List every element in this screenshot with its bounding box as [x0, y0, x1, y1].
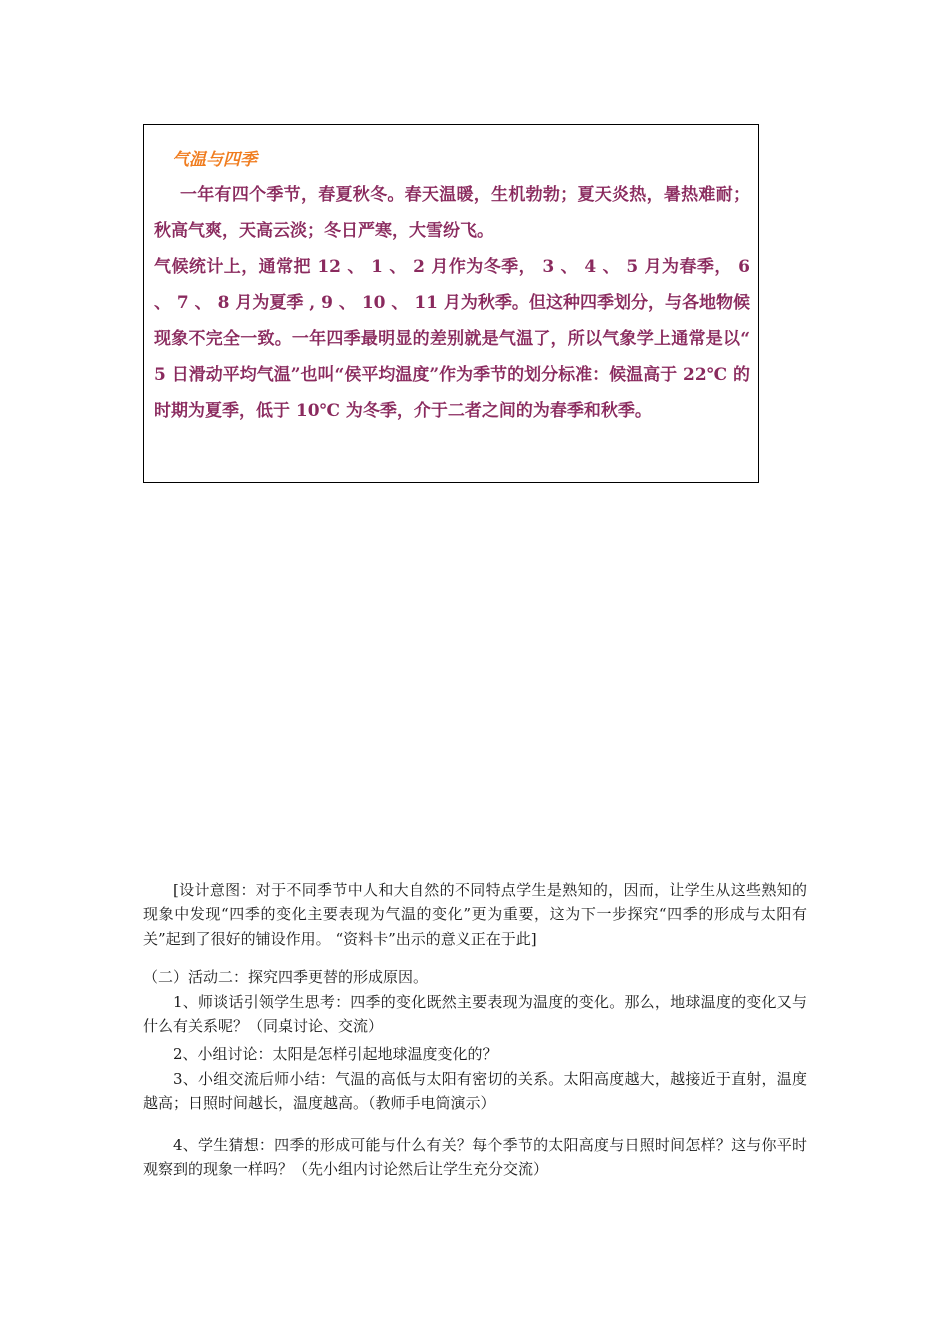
card-paragraph-climate-statistics: 气候统计上，通常把 12 、 1 、 2 月作为冬季， 3 、 4 、 5 月为春季， 6 、 7 、 8 月为夏季 , 9 、 10 、 11 月为秋季。但这种四季划分，与各地物候现象不完全一致。一年四季最明显的差别就是气温了，所以气象学上通常是以“ 5 日滑动平均气温”也叫“侯平均温度”作为季节的划分标准：候温高于 22℃ 的时期为夏季，低于 10℃ 为冬季，介于二者之间的为春季和秋季。	[154, 257, 750, 421]
activity-heading: （二）活动二：探究四季更替的形成原因。	[143, 968, 429, 986]
card-paragraph-seasons: 一年有四个季节，春夏秋冬。春天温暖，生机勃勃；夏天炎热，暑热难耐；秋高气爽，天高云淡；冬日严寒，大雪纷飞。	[154, 185, 750, 241]
design-intent-paragraph: [设计意图：对于不同季节中人和大自然的不同特点学生是熟知的，因而，让学生从这些熟知的现象中发现“四季的变化主要表现为气温的变化”更为重要，这为下一步探究“四季的形成与太阳有关”起到了很好的铺设作用。 “资料卡”出示的意义正在于此]	[143, 881, 807, 948]
step-3-paragraph: 3、小组交流后师小结：气温的高低与太阳有密切的关系。太阳高度越大，越接近于直射，温度越高；日照时间越长，温度越高。（教师手电筒演示）	[143, 1070, 807, 1113]
step-1-paragraph: 1、师谈话引领学生思考：四季的变化既然主要表现为温度的变化。那么，地球温度的变化又与什么有关系呢？（同桌讨论、交流）	[143, 993, 807, 1036]
card-title: 气温与四季	[172, 150, 257, 170]
step-4-paragraph: 4、学生猜想：四季的形成可能与什么有关？每个季节的太阳高度与日照时间怎样？这与你平时观察到的现象一样吗？（先小组内讨论然后让学生充分交流）	[143, 1136, 807, 1179]
step-2-paragraph: 2、小组讨论：太阳是怎样引起地球温度变化的？	[173, 1045, 498, 1063]
data-card	[143, 124, 759, 483]
